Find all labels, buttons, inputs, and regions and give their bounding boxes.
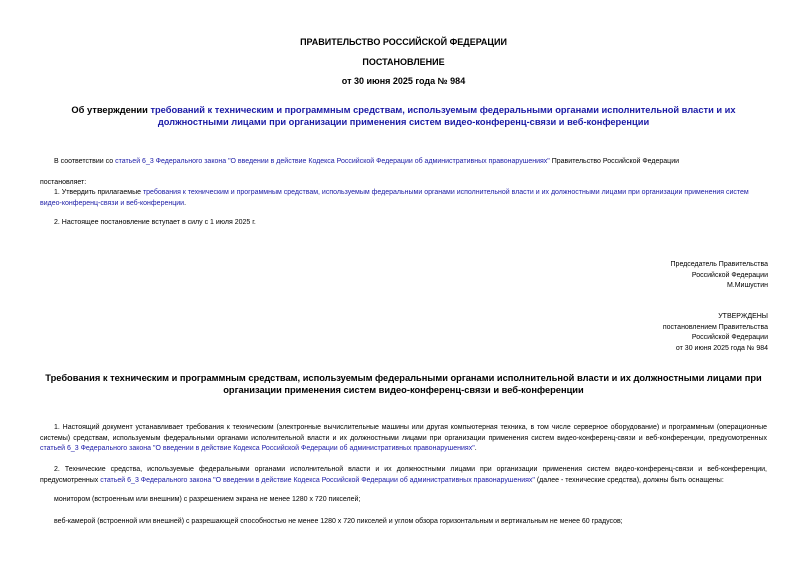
- preamble-law-link[interactable]: статьей 6_3 Федерального закона "О введении в действие Кодекса Российской Федерации об административных правонарушениях": [115, 158, 550, 165]
- requirement-2-law-link[interactable]: статьей 6_3 Федерального закона "О введении в действие Кодекса Российской Федерации об административных правонарушениях": [100, 476, 535, 484]
- title-link[interactable]: требований к техническим и программным средствам, используемым федеральными органами исполнительной власти и их должностными лицами при организации применения систем видео-конференц-связи и веб-конференции: [150, 105, 736, 127]
- requirement-2-paragraph: [40, 465, 767, 486]
- resolves-word: постановляет:: [40, 179, 87, 186]
- approved-line-4: от 30 июня 2025 года № 984: [675, 344, 768, 352]
- list-item: веб-камерой (встроенной или внешней) с разрешающей способностью не менее 1280 x 720 пикселей и углом обзора горизонтальным и вертикальным не менее 60 градусов;: [54, 518, 623, 525]
- signature-block: [671, 260, 768, 292]
- requirement-1-paragraph: [40, 423, 767, 455]
- item-1-prefix: 1. Утвердить прилагаемые: [54, 189, 143, 196]
- item-1-paragraph: [40, 188, 767, 209]
- preamble-suffix: Правительство Российской Федерации: [549, 158, 680, 165]
- preamble-paragraph: [40, 157, 767, 168]
- approved-line-3: Российской Федерации: [691, 334, 768, 341]
- government-header: ПРАВИТЕЛЬСТВО РОССИЙСКОЙ ФЕДЕРАЦИИ: [300, 37, 507, 47]
- requirement-1-suffix: .: [474, 445, 477, 452]
- requirement-1-law-link[interactable]: статьей 6_3 Федерального закона "О введении в действие Кодекса Российской Федерации об административных правонарушениях": [40, 445, 475, 452]
- approved-line-1: УТВЕРЖДЕНЫ: [718, 313, 768, 320]
- item-1-requirements-link[interactable]: требования к техническим и программным средствам, используемым федеральными органами исполнительной власти и их должностными лицами при организации применения систем видео-конференц-связи и веб-конференции: [40, 189, 749, 207]
- list-item: монитором (встроенным или внешним) с разрешением экрана не менее 1280 x 720 пикселей;: [54, 496, 361, 503]
- requirements-title: Требования к техническим и программным средствам, используемым федеральными органами исполнительной власти и их должностными лицами при организации применения систем видео-конференц-связи и веб-конференции: [45, 373, 762, 395]
- requirement-2-text: 2. Технические средства, используемые федеральными органами исполнительной власти и их должностными лицами при организации применения систем видео-конференц-связи и веб-конференции, предусмотренных: [40, 466, 767, 484]
- approved-block: [663, 312, 768, 354]
- requirement-1-text: 1. Настоящий документ устанавливает требования к техническим (электронные вычислительные машины или другая компьютерная техника, в том числе серверное оборудование) и программным (операционные системы) средствам, используемым федеральными органами исполнительной власти и их должностными лицами при организации применения систем видео-конференц-связи и веб-конференции, предусмотренных: [40, 424, 767, 442]
- signature-line-3: М.Мишустин: [726, 282, 768, 289]
- document-title: [40, 104, 767, 128]
- document-date-number: от 30 июня 2025 года № 984: [341, 76, 466, 86]
- preamble-prefix: В соответствии со: [54, 158, 116, 165]
- item-1-suffix: .: [184, 199, 187, 207]
- title-prefix: Об утверждении: [71, 105, 151, 115]
- approved-line-2: постановлением Правительства: [662, 323, 768, 331]
- item-2-paragraph: 2. Настоящее постановление вступает в силу с 1 июля 2025 г.: [54, 219, 256, 226]
- document-type: ПОСТАНОВЛЕНИЕ: [362, 57, 445, 67]
- signature-line-2: Российской Федерации: [691, 271, 768, 279]
- requirement-2-suffix: (далее - технические средства), должны быть оснащены:: [534, 476, 724, 484]
- signature-line-1: Председатель Правительства: [670, 261, 768, 268]
